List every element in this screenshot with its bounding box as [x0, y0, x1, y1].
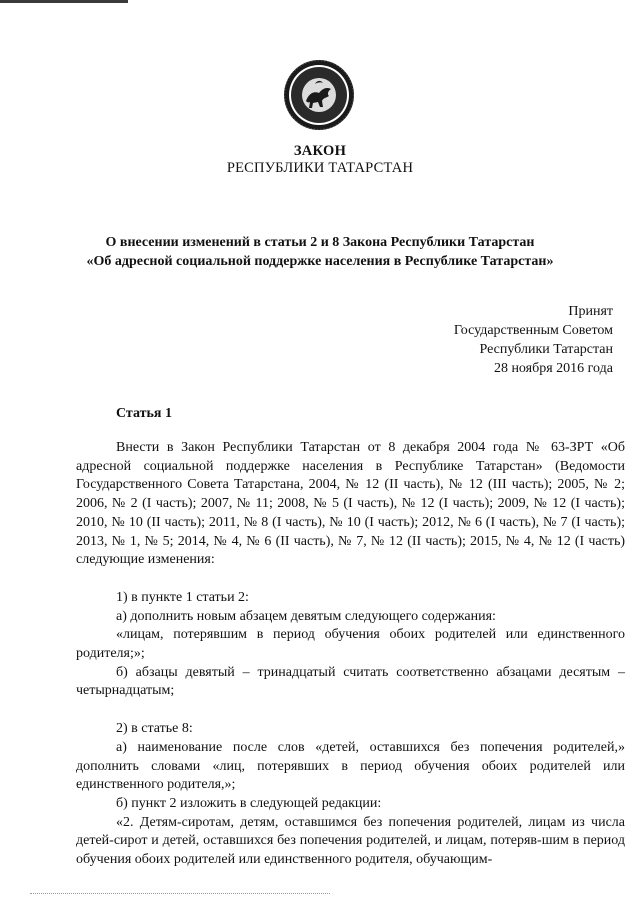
law-title: ЗАКОН — [293, 143, 347, 159]
paragraph: 1) в пункте 1 статьи 2: — [116, 589, 249, 605]
paragraph: б) абзацы девятый – тринадцатый считать соответственно абзацами десятым – четырнадцатым; — [76, 664, 625, 699]
scan-edge-mark — [0, 0, 128, 3]
paragraph: а) наименование после слов «детей, оставшихся без попечения родителей,» дополнить словами «лиц, потерявших в период обучения обоих родителей или единственного родителя,»; — [76, 739, 625, 793]
paragraph: б) пункт 2 изложить в следующей редакции: — [116, 795, 382, 811]
subject-line: О внесении изменений в статьи 2 и 8 Закона Республики Татарстан — [105, 235, 535, 250]
paragraph: «2. Детям-сиротам, детям, оставшимся без попечения родителей, лицам из числа детей-сирот и детей, оставшихся без попечения родителей, и лицам, потеряв-шим в период обучения обоих родителей или единственного родителя, обучающим- — [76, 814, 625, 868]
article-heading: Статья 1 — [116, 406, 172, 421]
subject-line: «Об адресной социальной поддержке населения в Республике Татарстан» — [86, 254, 554, 269]
adoption-line: Государственным Советом — [453, 323, 613, 338]
adoption-line: Республики Татарстан — [479, 342, 613, 357]
law-subtitle: РЕСПУБЛИКИ ТАТАРСТАН — [226, 160, 414, 176]
adoption-line: Принят — [568, 304, 613, 319]
scan-artifact — [30, 893, 330, 894]
paragraph: 2) в статье 8: — [116, 721, 193, 737]
tatarstan-emblem-icon — [282, 58, 356, 132]
paragraph: Внести в Закон Республики Татарстан от 8 декабря 2004 года № 63-ЗРТ «Об адресной социальной поддержке населения в Республике Татарстан» (Ведомости Государственного Совета Татарстана, 2004, № 12 (II часть), № 12 (III часть); 2005, № 2; 2006, № 2 (I часть); 2007, № 11; 2008, № 5 (I часть), № 12 (I часть); 2009, № 12 (I часть); 2010, № 10 (II часть); 2011, № 8 (I часть), № 10 (I часть); 2012, № 6 (I часть), № 7 (I часть); 2013, № 1, № 5; 2014, № 4, № 6 (II часть), № 7, № 12 (II часть); 2015, № 4, № 12 (I часть) следующие изменения: — [76, 440, 625, 568]
adoption-block — [454, 302, 613, 378]
law-subject — [40, 233, 600, 271]
paragraph: «лицам, потерявшим в период обучения обоих родителей или единственного родителя;»; — [76, 627, 625, 662]
adoption-date: 28 ноября 2016 года — [493, 361, 613, 376]
article-body — [76, 439, 625, 870]
paragraph: а) дополнить новым абзацем девятым следующего содержания: — [116, 608, 496, 624]
